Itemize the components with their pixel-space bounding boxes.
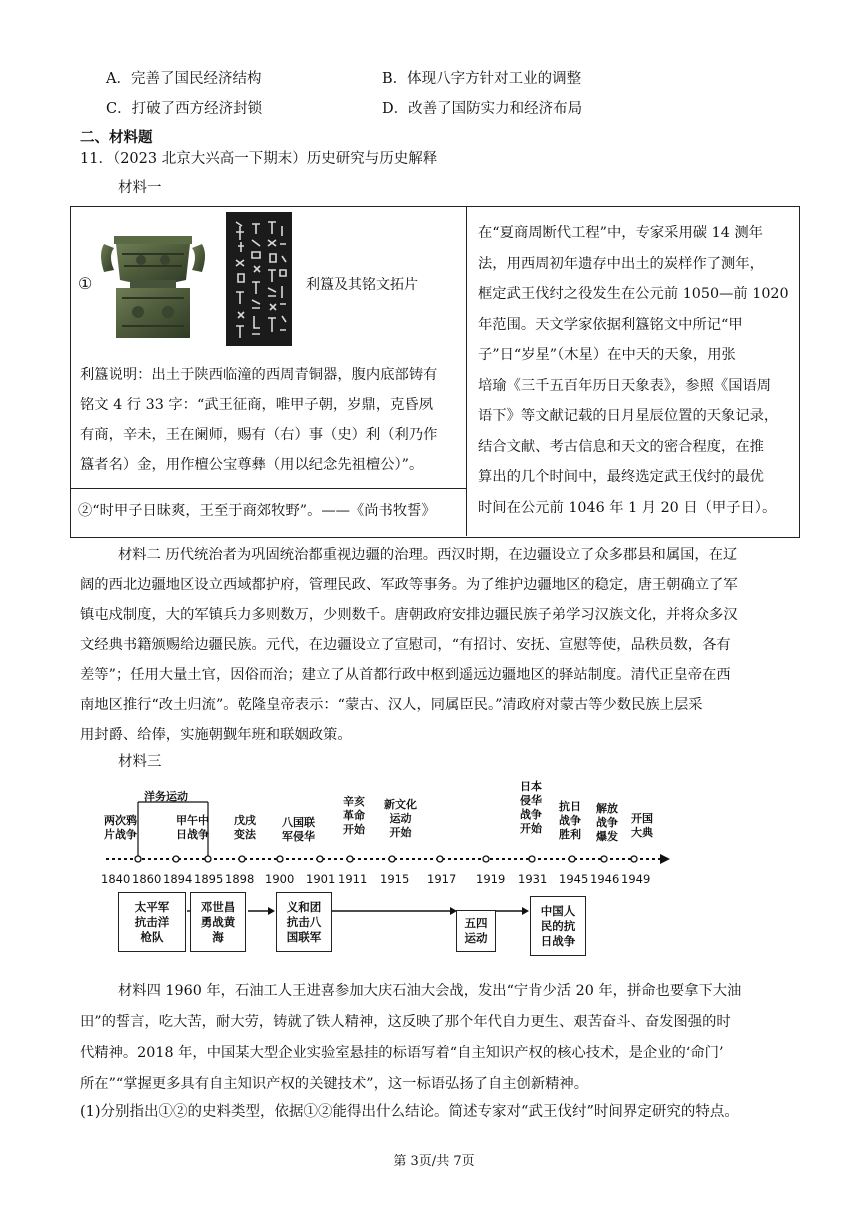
- event-sino-japanese-war: 甲午中 日战争: [176, 814, 209, 841]
- event-eight-nation: 八国联 军侵华: [282, 816, 315, 843]
- explanation-line: 簋者名）金，用作檀公宝尊彝（用以纪念先祖檀公）”。: [80, 457, 424, 473]
- year-1919: 1919: [476, 872, 506, 886]
- right-line: 算出的几个时间中，最终选定武王伐纣的最优: [478, 469, 764, 485]
- image-caption: 利簋及其铭文拓片: [306, 277, 418, 293]
- box-anti-japanese-war: 中国人 民的抗 日战争: [530, 896, 586, 956]
- material2-line: 差等”；任用大量土官，因俗而治；建立了从首都行政中枢到遥远边疆地区的驿站制度。清代正皇帝在西: [80, 667, 731, 683]
- event-japanese-invasion: 日本 侵华 战争 开始: [520, 780, 542, 835]
- material4-paragraph: [80, 976, 802, 1100]
- year-1949: 1949: [621, 872, 651, 886]
- material2-line: 用封爵、给俸，实施朝觐年班和联姻政策。: [80, 727, 352, 743]
- yangwu-movement-label: 洋务运动: [144, 790, 188, 803]
- material2-line: 阔的西北边疆地区设立西域都护府，管理民政、军政等事务。为了维护边疆地区的稳定，唐王朝确立了军: [80, 577, 738, 593]
- box-boxers: 义和团 抗击八 国联军: [276, 892, 332, 952]
- explanation-line: 铭文 4 行 33 字：“武王征商，唯甲子朝，岁鼎，克昏夙: [80, 397, 434, 413]
- right-line: 结合文献、考古信息和天文的密合程度，在推: [478, 438, 764, 455]
- option-d: D．改善了国防实力和经济布局: [382, 101, 583, 117]
- right-line: 培瑜《三千五百年历日天象表》，参照《国语周: [478, 377, 772, 394]
- option-b: B．体现八字方针对工业的调整: [382, 71, 582, 87]
- option-a: A．完善了国民经济结构: [106, 71, 262, 87]
- table-vertical-divider: [466, 206, 467, 536]
- right-line: 在“夏商周断代工程”中，专家采用碳 14 测年: [478, 225, 763, 241]
- event-opium-wars: 两次鸦 片战争: [104, 814, 137, 841]
- material2-line: 镇屯戍制度，大的军镇兵力多则数万，少则数千。唐朝政府安排边疆民族子弟学习汉族文化，并将众多汉: [80, 607, 738, 623]
- material1-label: 材料一: [118, 180, 162, 196]
- table-horizontal-divider: [70, 488, 466, 489]
- year-1895: 1895: [194, 872, 224, 886]
- year-1915: 1915: [380, 872, 410, 886]
- box-deng-shichang: 邓世昌 勇战黄 海: [190, 892, 246, 952]
- material2-line: 南地区推行“改土归流”。乾隆皇帝表示：“蒙古、汉人，同属臣民。”清政府对蒙古等少数民族上层采: [80, 697, 703, 713]
- year-1901: 1901: [306, 872, 336, 886]
- year-1898: 1898: [225, 872, 255, 886]
- year-1894: 1894: [163, 872, 193, 886]
- year-1946: 1946: [590, 872, 620, 886]
- event-new-culture: 新文化 运动 开始: [384, 798, 417, 839]
- material4-line: 代精神。2018 年，中国某大型企业实验室悬挂的标语写着“自主知识产权的核心技术，是企业的‘命门’: [80, 1045, 724, 1061]
- event-founding-ceremony: 开国 大典: [631, 812, 653, 839]
- explanation-line: 有商，辛未，王在阑师，赐有（右）事（史）利（利乃作: [80, 427, 438, 443]
- right-line: 子”日“岁星”（木星）在中天的天象，用张: [478, 347, 736, 363]
- page-footer: 第 3页/共 7页: [393, 1154, 475, 1169]
- right-line: 框定武王伐纣之役发生在公元前 1050—前 1020: [478, 286, 789, 302]
- event-reform: 戊戌 变法: [234, 814, 256, 841]
- year-1840: 1840: [101, 872, 131, 886]
- right-line: 语下》等文献记载的日月星辰位置的天象记录，: [478, 408, 779, 424]
- option-c: C．打破了西方经济封锁: [106, 101, 263, 117]
- year-1931: 1931: [518, 872, 548, 886]
- quote-shangshu: ②“时甲子日昧爽，王至于商郊牧野”。——《尚书牧誓》: [78, 503, 436, 519]
- material3-label: 材料三: [118, 754, 162, 770]
- right-line: 年范围。天文学家依据利簋铭文中所记“甲: [478, 316, 743, 333]
- question-title: 11．（2023 北京大兴高一下期末）历史研究与历史解释: [80, 151, 438, 167]
- year-1860: 1860: [132, 872, 162, 886]
- explanation-line: 利簋说明：出土于陕西临潼的西周青铜器，腹内底部铸有: [80, 367, 438, 383]
- right-line: 法，用西周初年遗存中出土的炭样作了测年，: [478, 255, 764, 272]
- event-xinhai: 辛亥 革命 开始: [343, 795, 365, 836]
- question-1: (1)分别指出①②的史料类型，依据①②能得出什么结论。简述专家对“武王伐纣”时间界定研究的特点。: [80, 1104, 739, 1120]
- section-heading: 二、材料题: [80, 130, 153, 146]
- material2-paragraph: [80, 540, 802, 750]
- dating-project-text: [478, 218, 794, 523]
- li-gui-explanation: [80, 360, 460, 480]
- event-anti-japanese-victory: 抗日 战争 胜利: [559, 800, 581, 841]
- year-1911: 1911: [338, 872, 368, 886]
- box-may-fourth: 五四 运动: [456, 910, 496, 952]
- material4-line: 田”的誓言，吃大苦，耐大劳，铸就了铁人精神，这反映了那个年代自力更生、艰苦奋斗、奋发图强的时: [80, 1014, 731, 1030]
- material4-line: 所在”“掌握更多具有自主知识产权的关键技术”，这一标语弘扬了自主创新精神。: [80, 1076, 589, 1092]
- material4-line: 材料四 1960 年，石油工人王进喜参加大庆石油大会战，发出“宁肯少活 20 年，拼命也要拿下大油: [118, 983, 742, 999]
- material2-line: 材料二 历代统治者为巩固统治都重视边疆的治理。西汉时期，在边疆设立了众多郡县和属国，在辽: [118, 547, 738, 563]
- inscription-rubbing-image: [226, 212, 292, 346]
- material2-line: 文经典书籍颁赐给边疆民族。元代，在边疆设立了宣慰司，“有招讨、安抚、宣慰等使，品秩员数，各有: [80, 637, 731, 653]
- year-1917: 1917: [427, 872, 457, 886]
- year-1945: 1945: [559, 872, 589, 886]
- year-1900: 1900: [265, 872, 295, 886]
- li-gui-bronze-image: [96, 214, 210, 342]
- right-line: 时间在公元前 1046 年 1 月 20 日（甲子日）。: [478, 499, 777, 516]
- event-liberation-war: 解放 战争 爆发: [596, 802, 618, 843]
- circle-one: ①: [78, 274, 93, 293]
- box-taiping: 太平军 抗击洋 枪队: [118, 892, 186, 952]
